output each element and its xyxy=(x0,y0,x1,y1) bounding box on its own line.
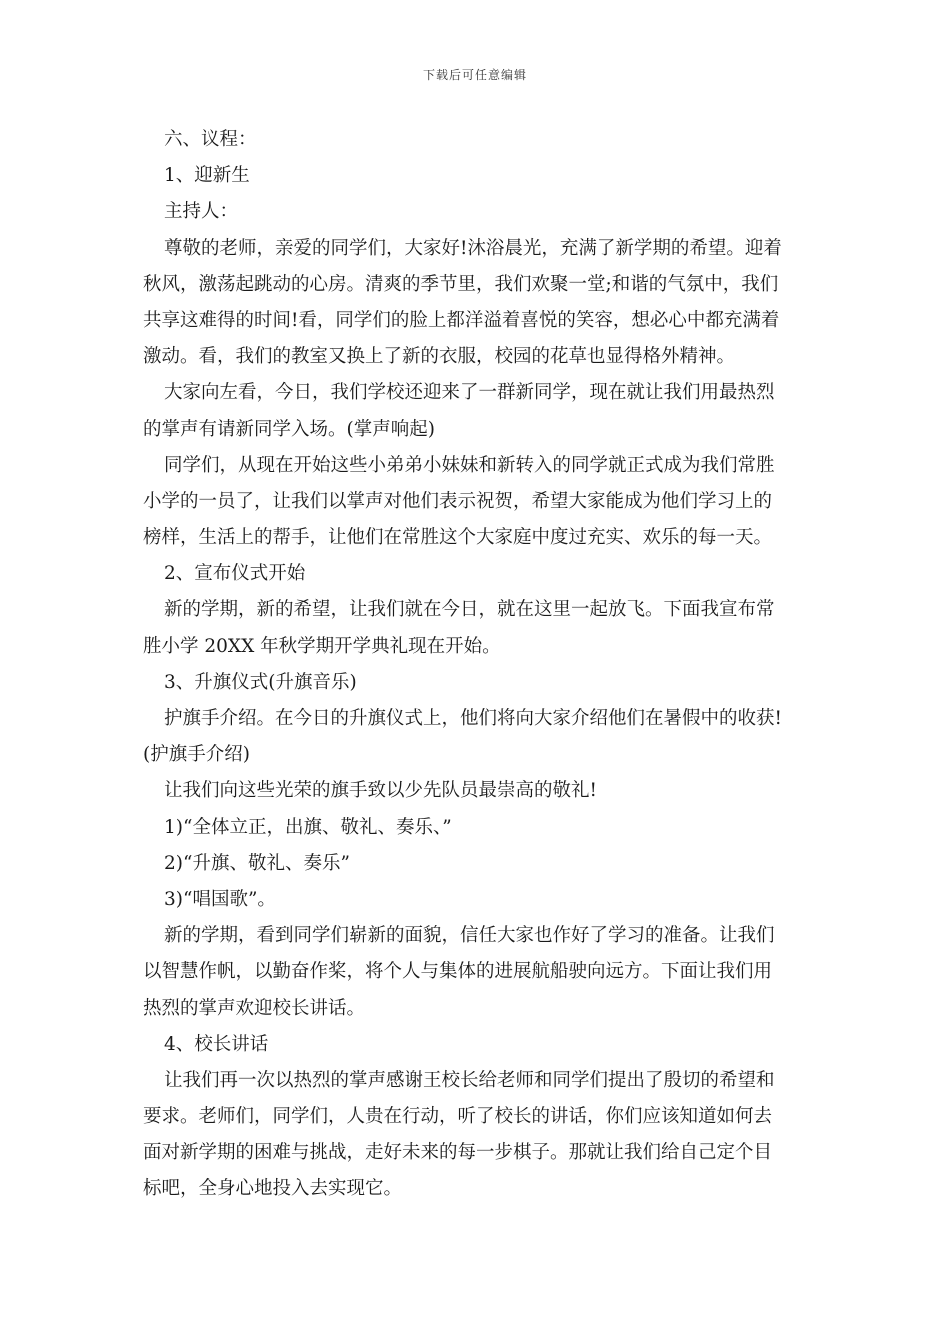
text-line: 新的学期，新的希望，让我们就在今日，就在这里一起放飞。下面我宣布常 xyxy=(164,599,775,621)
text-line: 的掌声有请新同学入场。(掌声响起) xyxy=(143,418,435,440)
text-line: 让我们向这些光荣的旗手致以少先队员最崇高的敬礼! xyxy=(164,780,597,802)
text-line: 新的学期，看到同学们崭新的面貌，信任大家也作好了学习的准备。让我们 xyxy=(164,925,775,947)
text-line: 3、升旗仪式(升旗音乐) xyxy=(164,671,357,693)
page-header-note: 下载后可任意编辑 xyxy=(422,68,527,82)
text-line: 大家向左看，今日，我们学校还迎来了一群新同学，现在就让我们用最热烈 xyxy=(164,382,775,404)
text-line: 要求。老师们，同学们，人贵在行动，听了校长的讲话，你们应该知道如何去 xyxy=(143,1106,773,1128)
text-line: 1)“全体立正，出旗、敬礼、奏乐、” xyxy=(164,816,452,838)
text-line: 主持人： xyxy=(164,201,239,223)
text-line: 六、议程： xyxy=(164,129,257,150)
text-line: 以智慧作帆，以勤奋作桨，将个人与集体的进展航船驶向远方。下面让我们用 xyxy=(143,961,773,983)
text-line: (护旗手介绍) xyxy=(143,744,250,766)
text-line: 胜小学 20XX 年秋学期开学典礼现在开始。 xyxy=(143,635,501,657)
text-line: 护旗手介绍。在今日的升旗仪式上，他们将向大家介绍他们在暑假中的收获! xyxy=(164,708,782,729)
text-line: 尊敬的老师，亲爱的同学们，大家好!沐浴晨光，充满了新学期的希望。迎着 xyxy=(164,237,782,259)
text-line: 小学的一员了，让我们以掌声对他们表示祝贺，希望大家能成为他们学习上的 xyxy=(143,490,773,512)
text-line: 1、迎新生 xyxy=(164,165,250,187)
text-line: 激动。看，我们的教室又换上了新的衣服，校园的花草也显得格外精神。 xyxy=(143,346,736,368)
text-line: 榜样，生活上的帮手，让他们在常胜这个大家庭中度过充实、欢乐的每一天。 xyxy=(143,527,773,549)
text-line: 秋风，激荡起跳动的心房。清爽的季节里，我们欢聚一堂;和谐的气氛中，我们 xyxy=(143,273,779,295)
text-line: 2、宣布仪式开始 xyxy=(164,563,306,585)
text-line: 标吧，全身心地投入去实现它。 xyxy=(143,1178,403,1200)
text-line: 面对新学期的困难与挑战，走好未来的每一步棋子。那就让我们给自己定个目 xyxy=(143,1142,773,1164)
text-line: 4、校长讲话 xyxy=(164,1033,269,1055)
document-body xyxy=(143,122,807,1208)
text-line: 热烈的掌声欢迎校长讲话。 xyxy=(143,997,366,1019)
text-line: 同学们，从现在开始这些小弟弟小妹妹和新转入的同学就正式成为我们常胜 xyxy=(164,454,775,476)
text-line: 2)“升旗、敬礼、奏乐” xyxy=(164,852,350,874)
text-line: 让我们再一次以热烈的掌声感谢王校长给老师和同学们提出了殷切的希望和 xyxy=(164,1069,775,1091)
text-line: 3)“唱国歌”。 xyxy=(164,888,276,910)
text-line: 共享这难得的时间!看，同学们的脸上都洋溢着喜悦的笑容，想必心中都充满着 xyxy=(143,309,780,331)
